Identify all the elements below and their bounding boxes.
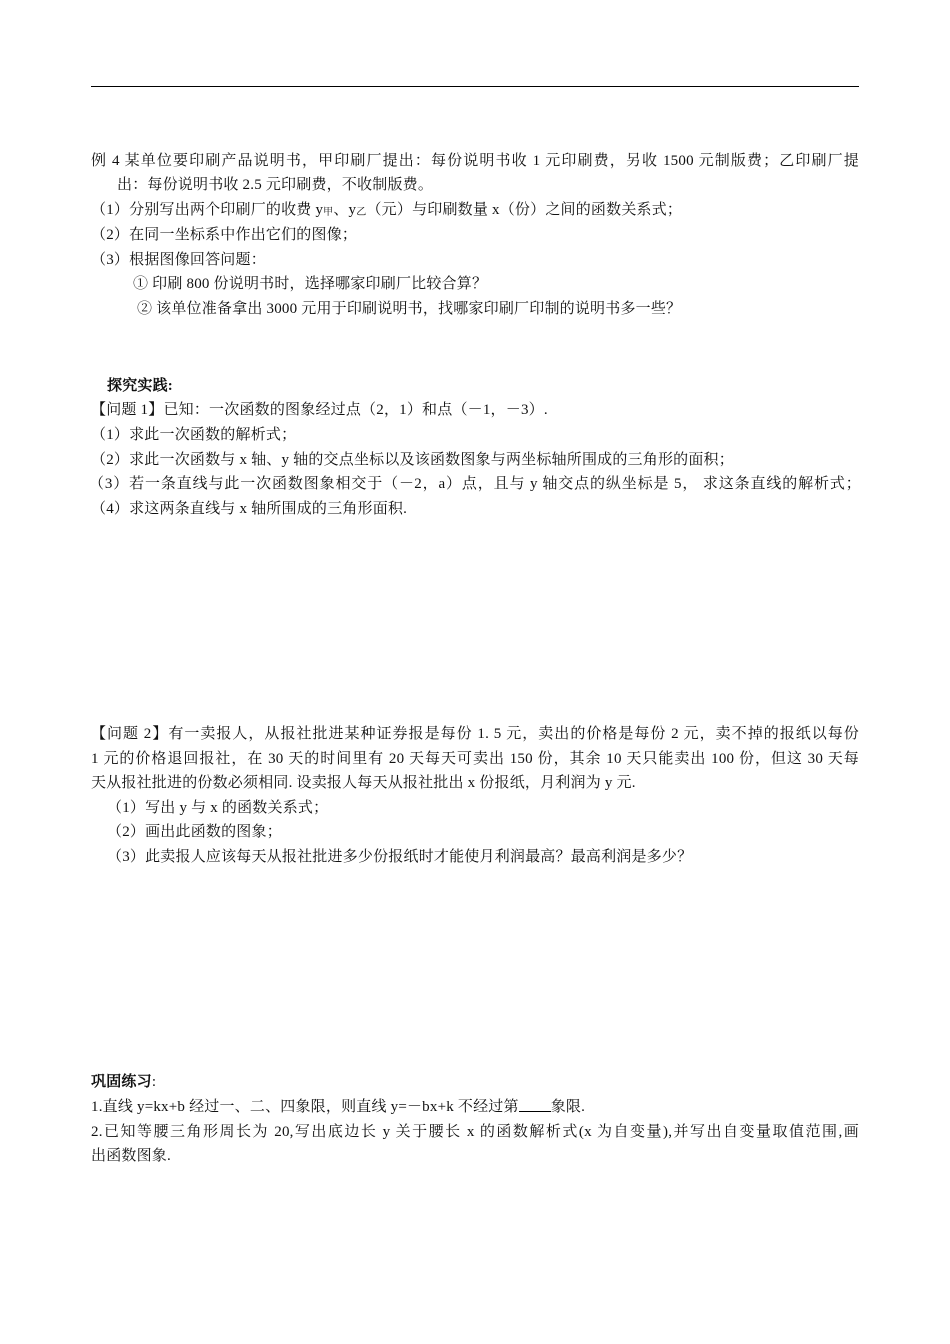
problem2-line3: 天从报社批进的份数必须相同. 设卖报人每天从报社批出 x 份报纸，月利润为 y 元.: [91, 775, 636, 791]
problem2-question1: （1）写出 y 与 x 的函数关系式；: [107, 800, 329, 816]
example4-line2: 出：每份说明书收 2.5 元印刷费，不收制版费。: [117, 177, 434, 193]
problem2-line2: 1 元的价格退回报社，在 30 天的时间里有 20 天每天可卖出 150 份，其余 10 天只能卖出 100 份，但这 30 天每: [91, 751, 859, 767]
practice-heading-text: 巩固练习: [91, 1074, 152, 1090]
q1-subscript-jia: 甲: [323, 207, 334, 218]
q1-text-a: （1）分别写出两个印刷厂的收费 y: [91, 202, 324, 218]
practice-item2-line1: 2.已知等腰三角形周长为 20,写出底边长 y 关于腰长 x 的函数解析式(x 为自变量),并写出自变量取值范围,画: [91, 1124, 859, 1140]
practice-item1-text: 1.直线 y=kx+b 经过一、二、四象限，则直线 y=－bx+k 不经过第: [91, 1099, 519, 1115]
q1-subscript-yi: 乙: [356, 207, 367, 218]
explore-heading: 探究实践:: [107, 378, 173, 394]
q1-text-b: 、y: [333, 202, 357, 218]
problem2-line1: 【问题 2】有一卖报人，从报社批进某种证券报是每份 1. 5 元，卖出的价格是每份 2 元，卖不掉的报纸以每份: [91, 726, 859, 742]
problem1-question4: （4）求这两条直线与 x 轴所围成的三角形面积.: [91, 501, 408, 517]
problem2-question2: （2）画出此函数的图象；: [107, 824, 282, 840]
practice-heading: [91, 1071, 156, 1093]
example4-question3: （3）根据图像回答问题：: [91, 252, 266, 268]
example4-question3-part1: ① 印刷 800 份说明书时，选择哪家印刷厂比较合算？: [133, 276, 488, 292]
header-rule: [91, 86, 859, 87]
practice-item1: [91, 1096, 585, 1118]
problem1-question2: （2）求此一次函数与 x 轴、y 轴的交点坐标以及该函数图象与两坐标轴所围成的三角形的面积；: [91, 452, 734, 468]
problem1-question3: （3）若一条直线与此一次函数图象相交于（－2，a）点，且与 y 轴交点的纵坐标是 5， 求这条直线的解析式；: [89, 476, 861, 492]
example4-line1: 例 4 某单位要印刷产品说明书，甲印刷厂提出：每份说明书收 1 元印刷费，另收 1500 元制版费；乙印刷厂提: [91, 153, 859, 169]
problem1-question1: （1）求此一次函数的解析式；: [91, 427, 297, 443]
problem2-question3: （3）此卖报人应该每天从报社批进多少份报纸时才能使月利润最高？最高利润是多少？: [107, 849, 693, 865]
practice-item1-end: 象限.: [550, 1099, 586, 1115]
example4-question2: （2）在同一坐标系中作出它们的图像；: [91, 227, 358, 243]
practice-heading-colon: :: [151, 1074, 157, 1090]
problem1-title: 【问题 1】已知：一次函数的图象经过点（2，1）和点（－1，－3）.: [91, 402, 548, 418]
q1-text-c: （元）与印刷数量 x（份）之间的函数关系式；: [366, 202, 683, 218]
example4-question1: [91, 199, 682, 224]
answer-blank: [519, 1097, 551, 1112]
practice-item2-line2: 出函数图象.: [91, 1148, 171, 1164]
example4-question3-part2: ② 该单位准备拿出 3000 元用于印刷说明书，找哪家印刷厂印制的说明书多一些？: [137, 301, 682, 317]
